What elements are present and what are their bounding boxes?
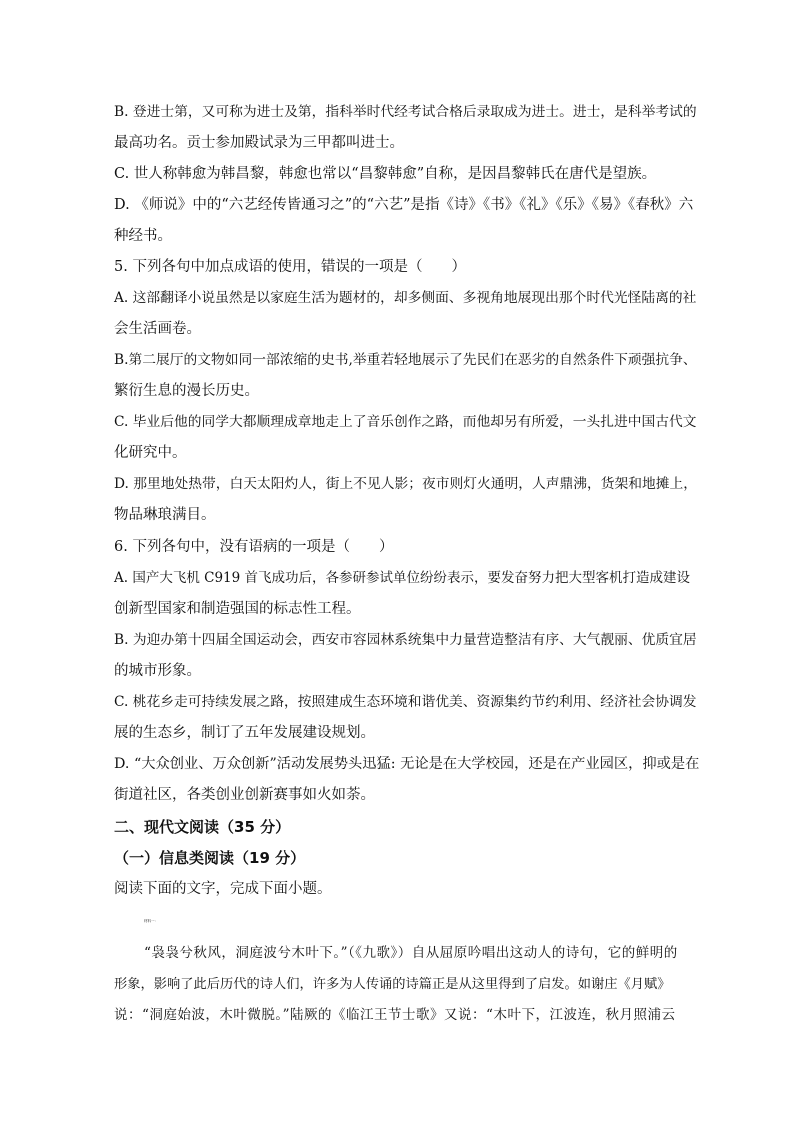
option-d-line-2: 种经书。 [114, 228, 172, 244]
option-c-line-1: C. 世人称韩愈为韩昌黎，韩愈也常以“昌黎韩愈”自称，是因昌黎韩氏在唐代是望族。 [114, 166, 657, 182]
question-5-stem: 5. 下列各句中加点成语的使用，错误的一项是（ ） [114, 259, 466, 275]
q6-option-a-line-2: 创新型国家和制造强国的标志性工程。 [114, 601, 361, 617]
q6-option-a-line-1: A. 国产大飞机 C919 首飞成功后，各参研参试单位纷纷表示，要发奋努力把大型客机打造成建设 [114, 570, 691, 586]
material-1-label: 材料一： [144, 919, 158, 923]
q5-option-d-line-2: 物品琳琅满目。 [114, 507, 216, 523]
q5-option-c-line-1: C. 毕业后他的同学大都顺理成章地走上了音乐创作之路，而他却另有所爱，一头扎进中国古代文 [114, 414, 697, 430]
passage-line-1: “袅袅兮秋风，洞庭波兮木叶下。”（《九歌》）自从屈原吟唱出这动人的诗句，它的鲜明的 [144, 945, 678, 961]
q6-option-d-line-1: D. “大众创业、万众创新”活动发展势头迅猛: 无论是在大学校园，还是在产业园区，抑或是在 [114, 756, 700, 772]
option-d-line-1: D. 《师说》中的“六艺经传皆通习之”的“六艺”是指《诗》《书》《礼》《乐》《易》《春秋》六 [114, 197, 694, 213]
question-6-stem: 6. 下列各句中，没有语病的一项是（ ） [114, 539, 394, 555]
q6-option-b-line-1: B. 为迎办第十四届全国运动会，西安市容园林系统集中力量营造整洁有序、大气靓丽、优质宜居 [114, 632, 697, 648]
q5-option-b-line-1: B.第二展厅的文物如同一部浓缩的史书,举重若轻地展示了先民们在恶劣的自然条件下顽强抗争、 [114, 352, 697, 368]
q5-option-c-line-2: 化研究中。 [114, 445, 187, 461]
q5-option-a-line-2: 会生活画卷。 [114, 321, 201, 337]
q6-option-c-line-1: C. 桃花乡走可持续发展之路，按照建成生态环境和谐优美、资源集约节约利用、经济社会协调发 [114, 694, 697, 710]
q5-option-b-line-2: 繁衍生息的漫长历史。 [114, 383, 259, 399]
option-b-line-2: 最高功名。贡士参加殿试录为三甲都叫进士。 [114, 135, 404, 151]
q5-option-a-line-1: A. 这部翻译小说虽然是以家庭生活为题材的，却多侧面、多视角地展现出那个时代光怪陆离的社 [114, 290, 697, 306]
subsection-heading: （一）信息类阅读（19 分） [114, 849, 306, 867]
reading-instruction: 阅读下面的文字，完成下面小题。 [114, 881, 332, 897]
q6-option-c-line-2: 展的生态乡，制订了五年发展建设规划。 [114, 725, 375, 741]
section-heading: 二、现代文阅读（35 分） [114, 818, 291, 836]
q5-option-d-line-1: D. 那里地处热带，白天太阳灼人，街上不见人影；夜市则灯火通明，人声鼎沸，货架和地摊上， [114, 476, 698, 492]
passage-line-3: 说：“洞庭始波，木叶微脱。”陆厥的《临江王节士歌》又说：“木叶下，江波连，秋月照浦云 [114, 1007, 676, 1023]
option-b-line-1: B. 登进士第，又可称为进士及第，指科举时代经考试合格后录取成为进士。进士，是科举考试的 [114, 104, 697, 120]
passage-line-2: 形象，影响了此后历代的诗人们，许多为人传诵的诗篇正是从这里得到了启发。如谢庄《月赋》 [114, 977, 671, 992]
q6-option-d-line-2: 街道社区，各类创业创新赛事如火如荼。 [114, 787, 375, 803]
q6-option-b-line-2: 的城市形象。 [114, 663, 201, 679]
